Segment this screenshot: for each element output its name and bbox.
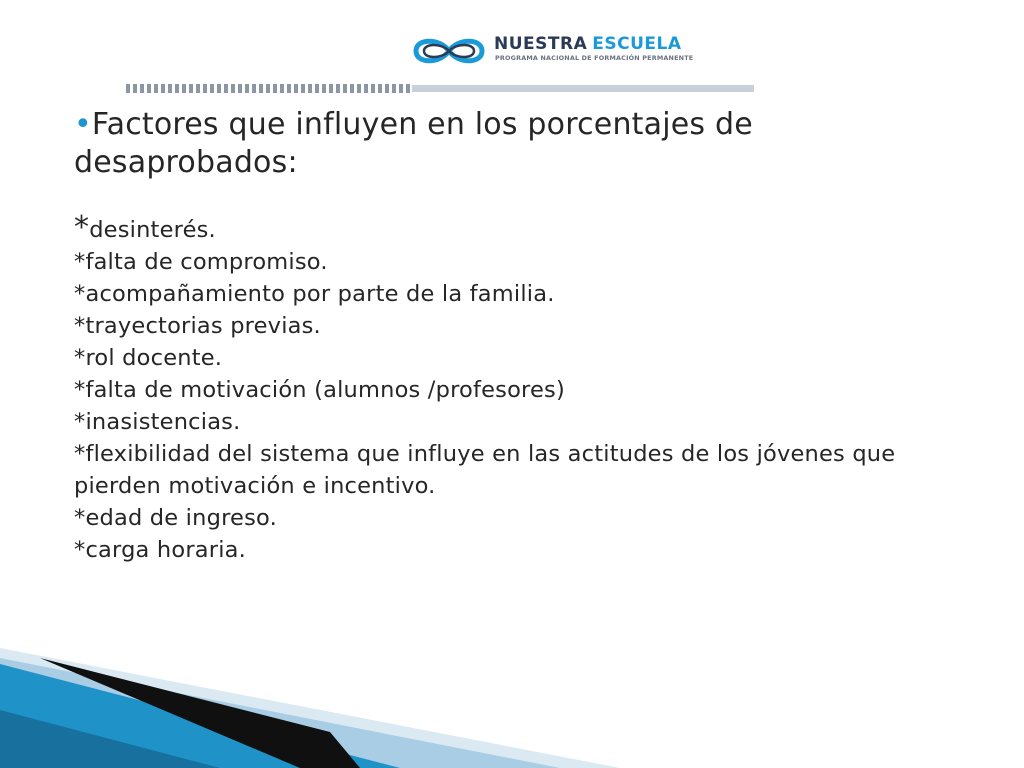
item-text: carga horaria. [85, 537, 246, 563]
item-marker: * [74, 345, 86, 371]
item-text: trayectorias previas. [85, 313, 321, 339]
divider-stripes [126, 84, 412, 93]
heading-bullet: • [74, 107, 92, 142]
list-item [74, 342, 974, 374]
item-marker: * [74, 210, 90, 245]
logo-subtitle: PROGRAMA NACIONAL DE FORMACIÓN PERMANENTE [495, 54, 694, 62]
logo-title: NUESTRA ESCUELA [494, 34, 682, 54]
list-item [74, 246, 974, 278]
slide-content [74, 106, 974, 566]
list-item [74, 438, 974, 502]
item-marker: * [74, 409, 86, 435]
item-text: falta de compromiso. [85, 249, 328, 275]
list-item [74, 502, 974, 534]
item-text: edad de ingreso. [85, 505, 277, 531]
item-text: flexibilidad del sistema que influye en las actitudes de los jóvenes que pierden motivación e incentivo. [74, 441, 896, 499]
infinity-logo-icon [410, 34, 488, 68]
factor-list [74, 212, 974, 566]
item-marker: * [74, 505, 86, 531]
header-divider [126, 84, 754, 93]
item-marker: * [74, 249, 86, 275]
item-text: inasistencias. [85, 409, 241, 435]
list-item [74, 310, 974, 342]
list-item [74, 212, 974, 246]
divider-bar [412, 85, 754, 92]
item-text: rol docente. [85, 345, 223, 371]
item-text: falta de motivación (alumnos /profesores) [85, 377, 565, 403]
list-item [74, 278, 974, 310]
item-text: acompañamiento por parte de la familia. [85, 281, 555, 307]
item-marker: * [74, 281, 86, 307]
list-item [74, 534, 974, 566]
item-text: desinterés. [89, 217, 216, 243]
list-item [74, 406, 974, 438]
item-marker: * [74, 377, 86, 403]
heading-text: Factores que influyen en los porcentajes de desaprobados: [74, 107, 753, 180]
bottom-decoration [0, 640, 620, 768]
item-marker: * [74, 441, 86, 467]
slide-heading [74, 106, 974, 182]
item-marker: * [74, 537, 86, 563]
item-marker: * [74, 313, 86, 339]
list-item [74, 374, 974, 406]
